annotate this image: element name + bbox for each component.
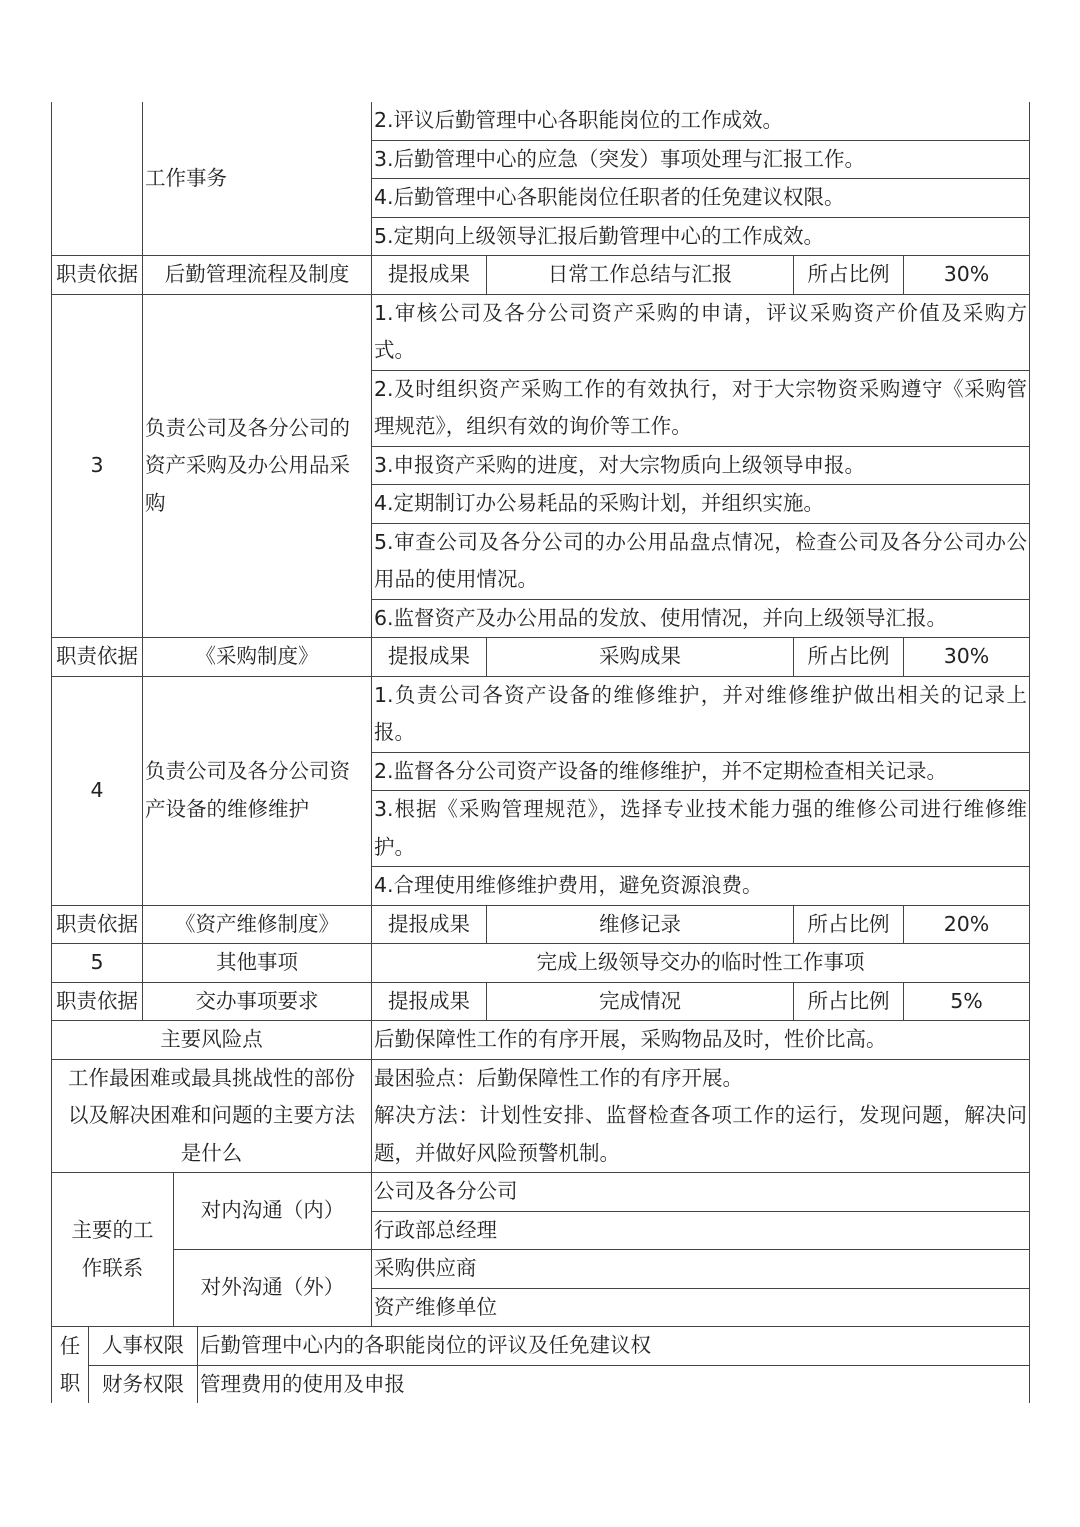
- section3-item: 6.监督资产及办公用品的发放、使用情况，并向上级领导汇报。: [372, 599, 1030, 638]
- section3-category: 负责公司及各分公司的资产采购及办公用品采购: [143, 294, 372, 638]
- basis-label: 职责依据: [52, 638, 143, 677]
- ratio-label: 所占比例: [794, 982, 904, 1021]
- ratio-value: 30%: [904, 256, 1030, 295]
- authority-fin-row: [52, 1365, 1030, 1403]
- section4-row: [52, 676, 1030, 752]
- result-value: 维修记录: [487, 905, 794, 944]
- section4-item: 3.根据《采购管理规范》，选择专业技术能力强的维修公司进行维修维护。: [372, 791, 1030, 867]
- section3-row: [52, 294, 1030, 370]
- section2-number-cell: [52, 102, 143, 256]
- basis-value: 《采购制度》: [143, 638, 372, 677]
- result-value: 完成情况: [487, 982, 794, 1021]
- duties-table: [51, 102, 1030, 1173]
- section3-item: 2.及时组织资产采购工作的有效执行，对于大宗物资采购遵守《采购管理规范》，组织有效的询价等工作。: [372, 370, 1030, 446]
- basis-value: 《资产维修制度》: [143, 905, 372, 944]
- basis-label: 职责依据: [52, 982, 143, 1021]
- hr-label: 人事权限: [89, 1327, 198, 1366]
- difficulty-value: [372, 1059, 1030, 1173]
- difficulty-row: [52, 1059, 1030, 1173]
- ratio-value: 5%: [904, 982, 1030, 1021]
- fin-value: 管理费用的使用及申报: [198, 1365, 1030, 1403]
- authority-label: 任职: [52, 1327, 89, 1404]
- section4-item: 1.负责公司各资产设备的维修维护，并对维修维护做出相关的记录上报。: [372, 676, 1030, 752]
- job-description-document: [51, 102, 1029, 1403]
- result-label: 提报成果: [372, 638, 487, 677]
- external-contact: 采购供应商: [372, 1250, 1030, 1289]
- external-contact: 资产维修单位: [372, 1288, 1030, 1327]
- internal-contact: 行政部总经理: [372, 1211, 1030, 1250]
- section2-item: 4.后勤管理中心各职能岗位任职者的任免建议权限。: [372, 179, 1030, 218]
- section3-number: 3: [52, 294, 143, 638]
- risk-value: 后勤保障性工作的有序开展，采购物品及时，性价比高。: [372, 1021, 1030, 1060]
- difficulty-line1: 最困验点：后勤保障性工作的有序开展。: [374, 1065, 743, 1090]
- result-label: 提报成果: [372, 905, 487, 944]
- basis-value: 后勤管理流程及制度: [143, 256, 372, 295]
- result-value: 日常工作总结与汇报: [487, 256, 794, 295]
- external-label: 对外沟通（外）: [174, 1250, 372, 1327]
- ratio-label: 所占比例: [794, 256, 904, 295]
- section5-row: [52, 944, 1030, 983]
- section2-item: 2.评议后勤管理中心各职能岗位的工作成效。: [372, 102, 1030, 140]
- section3-item: 3.申报资产采购的进度，对大宗物质向上级领导申报。: [372, 446, 1030, 485]
- ratio-label: 所占比例: [794, 905, 904, 944]
- hr-value: 后勤管理中心内的各职能岗位的评议及任免建议权: [198, 1327, 1030, 1366]
- section3-item: 4.定期制订办公易耗品的采购计划，并组织实施。: [372, 485, 1030, 524]
- result-label: 提报成果: [372, 256, 487, 295]
- contacts-row: [52, 1173, 1030, 1212]
- authority-table: [51, 1326, 1030, 1403]
- section4-category: 负责公司及各分公司资产设备的维修维护: [143, 676, 372, 905]
- section3-item: 5.审查公司及各分公司的办公用品盘点情况，检查公司及各分公司办公用品的使用情况。: [372, 523, 1030, 599]
- basis-label: 职责依据: [52, 905, 143, 944]
- ratio-value: 20%: [904, 905, 1030, 944]
- section4-item: 2.监督各分公司资产设备的维修维护，并不定期检查相关记录。: [372, 752, 1030, 791]
- risk-row: [52, 1021, 1030, 1060]
- contacts-table: [51, 1172, 1030, 1327]
- section2-item: 3.后勤管理中心的应急（突发）事项处理与汇报工作。: [372, 140, 1030, 179]
- basis-value: 交办事项要求: [143, 982, 372, 1021]
- ratio-value: 30%: [904, 638, 1030, 677]
- section3-item: 1.审核公司及各分公司资产采购的申请，评议采购资产价值及采购方式。: [372, 294, 1030, 370]
- section5-basis-row: [52, 982, 1030, 1021]
- section5-content: 完成上级领导交办的临时性工作事项: [372, 944, 1030, 983]
- internal-contact: 公司及各分公司: [372, 1173, 1030, 1212]
- section2-category: 工作事务: [143, 102, 372, 256]
- authority-hr-row: [52, 1327, 1030, 1366]
- risk-label: 主要风险点: [52, 1021, 372, 1060]
- section2-basis-row: [52, 256, 1030, 295]
- difficulty-label: 工作最困难或最具挑战性的部份以及解决困难和问题的主要方法是什么: [52, 1059, 372, 1173]
- ratio-label: 所占比例: [794, 638, 904, 677]
- internal-label: 对内沟通（内）: [174, 1173, 372, 1250]
- section3-basis-row: [52, 638, 1030, 677]
- difficulty-line2: 解决方法：计划性安排、监督检查各项工作的运行，发现问题，解决问题，并做好风险预警机制。: [374, 1103, 1027, 1165]
- fin-label: 财务权限: [89, 1365, 198, 1403]
- basis-label: 职责依据: [52, 256, 143, 295]
- result-label: 提报成果: [372, 982, 487, 1021]
- result-value: 采购成果: [487, 638, 794, 677]
- section5-number: 5: [52, 944, 143, 983]
- section2-item: 5.定期向上级领导汇报后勤管理中心的工作成效。: [372, 217, 1030, 256]
- section4-item: 4.合理使用维修维护费用，避免资源浪费。: [372, 867, 1030, 906]
- contacts-label: 主要的工作联系: [52, 1173, 174, 1327]
- section4-number: 4: [52, 676, 143, 905]
- section2-row: [52, 102, 1030, 140]
- section4-basis-row: [52, 905, 1030, 944]
- section5-category: 其他事项: [143, 944, 372, 983]
